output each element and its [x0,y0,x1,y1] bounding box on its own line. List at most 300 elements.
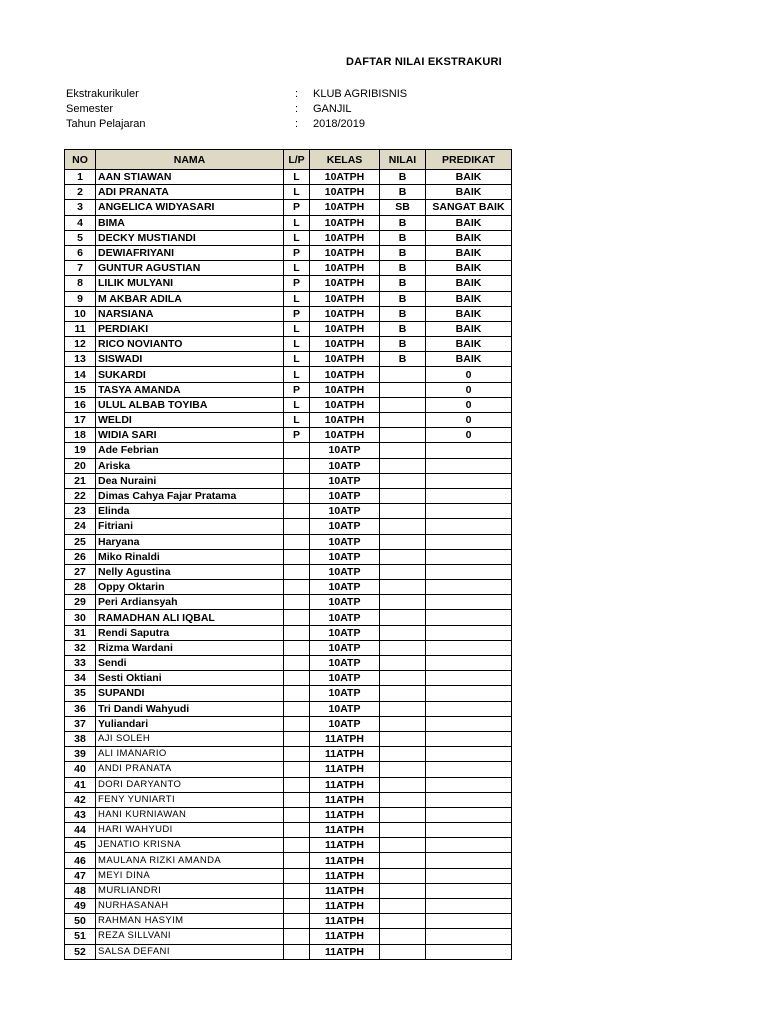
cell-nama: Dimas Cahya Fajar Pratama [96,488,284,503]
table-row [65,701,512,716]
cell-nama: Fitriani [96,519,284,534]
table-row [65,944,512,959]
cell-predikat: BAIK [426,245,512,260]
cell-lp: L [284,170,310,185]
cell-no: 43 [65,807,96,822]
cell-predikat [426,504,512,519]
cell-no: 18 [65,428,96,443]
cell-nilai: B [380,215,426,230]
cell-predikat [426,868,512,883]
cell-lp [284,534,310,549]
table-row [65,306,512,321]
table-row [65,838,512,853]
cell-kelas: 10ATPH [310,397,380,412]
table-row [65,230,512,245]
cell-predikat [426,777,512,792]
table-row [65,170,512,185]
cell-kelas: 11ATPH [310,944,380,959]
cell-nilai [380,807,426,822]
cell-predikat [426,473,512,488]
cell-kelas: 11ATPH [310,807,380,822]
table-row [65,397,512,412]
cell-kelas: 11ATPH [310,868,380,883]
table-row [65,261,512,276]
cell-kelas: 10ATP [310,443,380,458]
cell-nama: PERDIAKI [96,321,284,336]
cell-lp: L [284,185,310,200]
cell-kelas: 10ATPH [310,276,380,291]
cell-lp: P [284,200,310,215]
cell-nilai [380,716,426,731]
cell-nilai [380,595,426,610]
cell-nama: M AKBAR ADILA [96,291,284,306]
cell-no: 47 [65,868,96,883]
cell-nilai [380,413,426,428]
cell-predikat [426,823,512,838]
cell-nilai [380,640,426,655]
table-row [65,443,512,458]
cell-no: 27 [65,564,96,579]
table-row [65,504,512,519]
cell-lp [284,580,310,595]
cell-lp: L [284,367,310,382]
cell-nilai [380,777,426,792]
cell-nilai: B [380,337,426,352]
header-nama: NAMA [96,150,284,170]
cell-predikat: BAIK [426,337,512,352]
meta-colon: : [295,103,299,115]
cell-no: 36 [65,701,96,716]
cell-predikat: BAIK [426,215,512,230]
cell-nilai [380,656,426,671]
cell-nama: Nelly Agustina [96,564,284,579]
cell-kelas: 10ATPH [310,261,380,276]
cell-nilai [380,792,426,807]
cell-predikat: 0 [426,413,512,428]
cell-lp: L [284,352,310,367]
table-row [65,367,512,382]
cell-nama: Sesti Oktiani [96,671,284,686]
cell-kelas: 10ATP [310,519,380,534]
cell-nama: JENATIO KRISNA [96,838,284,853]
cell-nama: AAN STIAWAN [96,170,284,185]
header-lp: L/P [284,150,310,170]
cell-kelas: 10ATPH [310,306,380,321]
cell-predikat [426,929,512,944]
cell-nilai [380,625,426,640]
meta-label-semester: Semester [66,103,114,115]
cell-no: 51 [65,929,96,944]
cell-nilai [380,382,426,397]
cell-nama: ADI PRANATA [96,185,284,200]
cell-nilai [380,747,426,762]
cell-predikat [426,914,512,929]
meta-label-ekstrakurikuler: Ekstrakurikuler [66,88,139,100]
cell-predikat [426,701,512,716]
cell-predikat [426,686,512,701]
cell-predikat [426,534,512,549]
cell-no: 21 [65,473,96,488]
cell-no: 14 [65,367,96,382]
cell-nilai: B [380,321,426,336]
cell-kelas: 10ATPH [310,382,380,397]
cell-nama: HARI WAHYUDI [96,823,284,838]
cell-nama: Sendi [96,656,284,671]
cell-nama: GUNTUR AGUSTIAN [96,261,284,276]
cell-no: 31 [65,625,96,640]
table-row [65,428,512,443]
cell-no: 45 [65,838,96,853]
cell-nilai [380,731,426,746]
cell-nama: Haryana [96,534,284,549]
cell-no: 9 [65,291,96,306]
cell-lp [284,853,310,868]
cell-nilai [380,367,426,382]
cell-nama: Rizma Wardani [96,640,284,655]
cell-no: 39 [65,747,96,762]
cell-nilai: B [380,291,426,306]
cell-kelas: 10ATPH [310,428,380,443]
cell-nilai: B [380,170,426,185]
cell-nama: Rendi Saputra [96,625,284,640]
cell-predikat [426,519,512,534]
cell-nilai [380,671,426,686]
cell-predikat [426,549,512,564]
cell-nama: WIDIA SARI [96,428,284,443]
cell-nilai: B [380,306,426,321]
cell-predikat [426,580,512,595]
table-row [65,671,512,686]
cell-lp [284,762,310,777]
cell-kelas: 10ATP [310,686,380,701]
cell-lp: L [284,337,310,352]
cell-no: 6 [65,245,96,260]
cell-predikat [426,640,512,655]
cell-nama: RICO NOVIANTO [96,337,284,352]
cell-nilai [380,762,426,777]
cell-kelas: 10ATP [310,625,380,640]
cell-kelas: 10ATP [310,534,380,549]
cell-kelas: 11ATPH [310,823,380,838]
cell-nilai [380,853,426,868]
table-row [65,823,512,838]
cell-kelas: 10ATP [310,716,380,731]
cell-no: 13 [65,352,96,367]
cell-lp [284,504,310,519]
cell-nama: TASYA AMANDA [96,382,284,397]
cell-predikat [426,443,512,458]
cell-no: 50 [65,914,96,929]
table-row [65,458,512,473]
cell-nilai [380,686,426,701]
cell-kelas: 10ATPH [310,215,380,230]
cell-nama: Tri Dandi Wahyudi [96,701,284,716]
cell-kelas: 10ATPH [310,352,380,367]
cell-nilai [380,519,426,534]
meta-value-semester: GANJIL [313,103,352,115]
cell-nama: Ade Febrian [96,443,284,458]
cell-predikat [426,610,512,625]
cell-kelas: 10ATP [310,473,380,488]
cell-lp [284,458,310,473]
cell-nama: NARSIANA [96,306,284,321]
cell-lp [284,777,310,792]
table-row [65,656,512,671]
cell-no: 49 [65,899,96,914]
cell-no: 19 [65,443,96,458]
table-row [65,595,512,610]
table-row [65,245,512,260]
cell-predikat [426,807,512,822]
table-row [65,747,512,762]
cell-nama: AJI SOLEH [96,731,284,746]
cell-no: 11 [65,321,96,336]
table-header-row [65,150,512,170]
table-row [65,488,512,503]
cell-lp [284,473,310,488]
cell-kelas: 10ATPH [310,291,380,306]
cell-no: 15 [65,382,96,397]
cell-kelas: 10ATPH [310,185,380,200]
cell-lp: P [284,382,310,397]
cell-no: 46 [65,853,96,868]
cell-kelas: 10ATP [310,580,380,595]
cell-kelas: 10ATP [310,488,380,503]
cell-kelas: 10ATP [310,671,380,686]
table-row [65,534,512,549]
table-row [65,321,512,336]
cell-kelas: 11ATPH [310,777,380,792]
header-nilai: NILAI [380,150,426,170]
cell-nama: Yuliandari [96,716,284,731]
table-row [65,200,512,215]
cell-no: 12 [65,337,96,352]
cell-lp: L [284,230,310,245]
cell-nama: LILIK MULYANI [96,276,284,291]
cell-no: 10 [65,306,96,321]
cell-nilai [380,914,426,929]
cell-predikat: SANGAT BAIK [426,200,512,215]
cell-kelas: 11ATPH [310,731,380,746]
cell-lp: P [284,276,310,291]
cell-lp [284,610,310,625]
cell-no: 17 [65,413,96,428]
cell-lp: L [284,321,310,336]
cell-predikat [426,899,512,914]
header-no: NO [65,150,96,170]
cell-lp [284,731,310,746]
cell-lp: P [284,245,310,260]
table-row [65,580,512,595]
cell-nilai [380,899,426,914]
cell-lp [284,929,310,944]
cell-nilai [380,397,426,412]
cell-no: 42 [65,792,96,807]
cell-lp: L [284,215,310,230]
cell-no: 25 [65,534,96,549]
cell-nama: Dea Nuraini [96,473,284,488]
cell-no: 20 [65,458,96,473]
cell-predikat [426,564,512,579]
cell-nama: ALI IMANARIO [96,747,284,762]
cell-nilai [380,838,426,853]
cell-no: 48 [65,883,96,898]
cell-no: 2 [65,185,96,200]
table-row [65,807,512,822]
cell-lp [284,656,310,671]
cell-nilai [380,564,426,579]
cell-no: 44 [65,823,96,838]
cell-nilai [380,868,426,883]
cell-predikat: BAIK [426,261,512,276]
cell-no: 37 [65,716,96,731]
cell-lp [284,595,310,610]
cell-lp [284,747,310,762]
cell-predikat: 0 [426,367,512,382]
cell-lp [284,883,310,898]
cell-no: 30 [65,610,96,625]
table-row [65,853,512,868]
cell-predikat [426,625,512,640]
cell-predikat: BAIK [426,170,512,185]
cell-lp [284,443,310,458]
cell-kelas: 10ATP [310,656,380,671]
cell-kelas: 10ATPH [310,245,380,260]
cell-lp: L [284,397,310,412]
cell-no: 23 [65,504,96,519]
cell-predikat: 0 [426,397,512,412]
cell-predikat: BAIK [426,185,512,200]
meta-value-ekstrakurikuler: KLUB AGRIBISNIS [313,88,408,100]
cell-predikat: BAIK [426,306,512,321]
cell-lp [284,838,310,853]
title-area [0,0,516,80]
cell-nilai: B [380,352,426,367]
cell-predikat [426,458,512,473]
cell-no: 28 [65,580,96,595]
cell-nilai [380,443,426,458]
table-row [65,929,512,944]
cell-lp [284,686,310,701]
cell-no: 8 [65,276,96,291]
table-row [65,777,512,792]
table-row [65,625,512,640]
cell-lp [284,564,310,579]
table-row [65,185,512,200]
cell-no: 41 [65,777,96,792]
cell-nama: MURLIANDRI [96,883,284,898]
cell-nilai [380,428,426,443]
cell-kelas: 10ATPH [310,170,380,185]
cell-kelas: 11ATPH [310,747,380,762]
table-row [65,762,512,777]
cell-predikat [426,762,512,777]
cell-lp [284,488,310,503]
cell-nama: REZA SILLVANI [96,929,284,944]
cell-kelas: 10ATPH [310,413,380,428]
cell-nama: Ariska [96,458,284,473]
cell-no: 38 [65,731,96,746]
table-row [65,382,512,397]
meta-value-tahun-pelajaran: 2018/2019 [313,118,365,130]
cell-predikat: BAIK [426,291,512,306]
cell-nama: Miko Rinaldi [96,549,284,564]
cell-nama: DEWIAFRIYANI [96,245,284,260]
cell-nilai [380,549,426,564]
cell-no: 26 [65,549,96,564]
cell-kelas: 10ATP [310,701,380,716]
cell-lp [284,807,310,822]
cell-lp [284,519,310,534]
cell-predikat [426,792,512,807]
cell-no: 1 [65,170,96,185]
cell-nilai: B [380,230,426,245]
cell-kelas: 10ATPH [310,321,380,336]
cell-kelas: 10ATP [310,610,380,625]
cell-predikat [426,488,512,503]
cell-no: 3 [65,200,96,215]
cell-lp [284,823,310,838]
cell-nilai: B [380,245,426,260]
cell-nama: MAULANA RIZKI AMANDA [96,853,284,868]
cell-no: 32 [65,640,96,655]
table-row [65,883,512,898]
cell-no: 40 [65,762,96,777]
cell-no: 33 [65,656,96,671]
cell-nama: RAHMAN HASYIM [96,914,284,929]
header-kelas: KELAS [310,150,380,170]
cell-lp: L [284,413,310,428]
cell-nilai [380,610,426,625]
table-row [65,640,512,655]
cell-nama: NURHASANAH [96,899,284,914]
table-row [65,291,512,306]
cell-nama: BIMA [96,215,284,230]
cell-kelas: 11ATPH [310,792,380,807]
cell-kelas: 11ATPH [310,883,380,898]
cell-kelas: 10ATP [310,549,380,564]
cell-nilai: B [380,276,426,291]
cell-kelas: 10ATPH [310,230,380,245]
cell-nama: ULUL ALBAB TOYIBA [96,397,284,412]
cell-kelas: 10ATPH [310,337,380,352]
cell-nilai [380,458,426,473]
cell-predikat [426,671,512,686]
cell-nama: FENY YUNIARTI [96,792,284,807]
cell-predikat: BAIK [426,230,512,245]
cell-predikat: BAIK [426,321,512,336]
cell-nilai [380,488,426,503]
cell-nilai [380,823,426,838]
table-row [65,792,512,807]
cell-predikat: BAIK [426,352,512,367]
cell-nilai [380,504,426,519]
cell-no: 7 [65,261,96,276]
cell-kelas: 11ATPH [310,853,380,868]
table-row [65,215,512,230]
table-row [65,731,512,746]
table-row [65,899,512,914]
cell-no: 35 [65,686,96,701]
table-row [65,914,512,929]
cell-lp [284,868,310,883]
cell-lp: L [284,261,310,276]
cell-lp: P [284,306,310,321]
cell-predikat: 0 [426,382,512,397]
table-row [65,519,512,534]
cell-lp [284,899,310,914]
cell-nama: DORI DARYANTO [96,777,284,792]
